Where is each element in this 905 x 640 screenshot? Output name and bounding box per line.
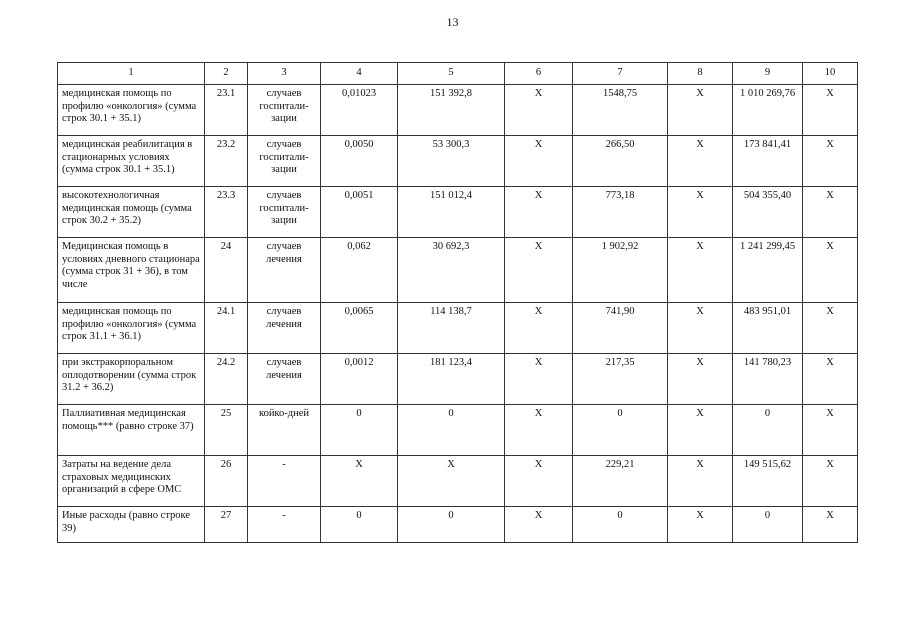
table-cell: случаев госпитали-зации: [248, 187, 321, 238]
table-cell: 0,062: [321, 238, 398, 303]
table-cell: 266,50: [573, 136, 668, 187]
table-cell: X: [505, 85, 573, 136]
table-cell: 0,0012: [321, 354, 398, 405]
table-cell: 53 300,3: [398, 136, 505, 187]
table-cell: 0: [573, 405, 668, 456]
table-cell: X: [668, 187, 733, 238]
column-header: 8: [668, 63, 733, 85]
table-row: [58, 85, 858, 136]
table-cell: случаев госпитали-зации: [248, 85, 321, 136]
table-cell: X: [321, 456, 398, 507]
table-cell: X: [505, 136, 573, 187]
table-cell: 24.1: [205, 303, 248, 354]
row-label-cell: Медицинская помощь в условиях дневного стационара (сумма строк 31 + 36), в том числе: [58, 238, 205, 303]
table-cell: X: [505, 456, 573, 507]
table-cell: X: [803, 136, 858, 187]
table-row: [58, 354, 858, 405]
table-cell: 483 951,01: [733, 303, 803, 354]
column-header: 10: [803, 63, 858, 85]
table-cell: 741,90: [573, 303, 668, 354]
table-row: [58, 187, 858, 238]
table-cell: 0,0051: [321, 187, 398, 238]
table-cell: 30 692,3: [398, 238, 505, 303]
table-cell: 23.1: [205, 85, 248, 136]
table-cell: X: [668, 85, 733, 136]
table-cell: 0: [321, 405, 398, 456]
table-cell: 24.2: [205, 354, 248, 405]
table-cell: 1 241 299,45: [733, 238, 803, 303]
table-cell: X: [803, 238, 858, 303]
table-cell: X: [398, 456, 505, 507]
table-cell: 149 515,62: [733, 456, 803, 507]
table-cell: 1 010 269,76: [733, 85, 803, 136]
table-cell: X: [668, 405, 733, 456]
table-cell: случаев лечения: [248, 303, 321, 354]
column-header: 6: [505, 63, 573, 85]
table-cell: 773,18: [573, 187, 668, 238]
table-cell: 26: [205, 456, 248, 507]
column-header: 7: [573, 63, 668, 85]
table-cell: X: [668, 507, 733, 543]
table-row: [58, 507, 858, 543]
data-table: [57, 62, 858, 543]
table-cell: 23.2: [205, 136, 248, 187]
table-row: [58, 136, 858, 187]
column-header: 2: [205, 63, 248, 85]
table-cell: случаев госпитали-зации: [248, 136, 321, 187]
table-cell: X: [803, 354, 858, 405]
page-number: 13: [446, 15, 459, 29]
table-cell: 0: [733, 405, 803, 456]
table-cell: 1548,75: [573, 85, 668, 136]
table-cell: 151 392,8: [398, 85, 505, 136]
column-header: 5: [398, 63, 505, 85]
table-cell: 0,01023: [321, 85, 398, 136]
row-label-cell: высокотехнологичная медицинская помощь (сумма строк 30.2 + 35.2): [58, 187, 205, 238]
table-row: [58, 456, 858, 507]
table-cell: X: [803, 303, 858, 354]
table-cell: случаев лечения: [248, 238, 321, 303]
row-label-cell: Паллиативная медицинская помощь*** (равно строке 37): [58, 405, 205, 456]
table-cell: случаев лечения: [248, 354, 321, 405]
table-cell: X: [803, 85, 858, 136]
table-cell: 24: [205, 238, 248, 303]
table-cell: -: [248, 456, 321, 507]
column-header: 1: [58, 63, 205, 85]
table-cell: 0,0050: [321, 136, 398, 187]
table-cell: 0: [398, 507, 505, 543]
table-cell: X: [505, 507, 573, 543]
table-cell: 1 902,92: [573, 238, 668, 303]
table-cell: X: [505, 238, 573, 303]
table-cell: 0: [733, 507, 803, 543]
table-cell: 173 841,41: [733, 136, 803, 187]
table-cell: 229,21: [573, 456, 668, 507]
table-cell: 0: [398, 405, 505, 456]
row-label-cell: Иные расходы (равно строке 39): [58, 507, 205, 543]
table-cell: 151 012,4: [398, 187, 505, 238]
table-row: [58, 303, 858, 354]
table-cell: койко-дней: [248, 405, 321, 456]
table-cell: X: [505, 405, 573, 456]
table-cell: X: [668, 354, 733, 405]
table-cell: 217,35: [573, 354, 668, 405]
row-label-cell: медицинская помощь по профилю «онкология» (сумма строк 31.1 + 36.1): [58, 303, 205, 354]
table-cell: 141 780,23: [733, 354, 803, 405]
table-cell: -: [248, 507, 321, 543]
table-cell: X: [668, 303, 733, 354]
table-row: [58, 405, 858, 456]
table-cell: X: [803, 405, 858, 456]
header-row: [58, 63, 858, 85]
table-cell: X: [803, 456, 858, 507]
table-cell: X: [803, 187, 858, 238]
table-cell: 181 123,4: [398, 354, 505, 405]
table-cell: 25: [205, 405, 248, 456]
table-cell: 27: [205, 507, 248, 543]
row-label-cell: медицинская помощь по профилю «онкология» (сумма строк 30.1 + 35.1): [58, 85, 205, 136]
table-cell: X: [505, 354, 573, 405]
row-label-cell: при экстракорпоральном оплодотворении (сумма строк 31.2 + 36.2): [58, 354, 205, 405]
column-header: 4: [321, 63, 398, 85]
column-header: 3: [248, 63, 321, 85]
table-cell: X: [505, 303, 573, 354]
row-label-cell: Затраты на ведение дела страховых медицинских организаций в сфере ОМС: [58, 456, 205, 507]
table-cell: 504 355,40: [733, 187, 803, 238]
table-cell: X: [803, 507, 858, 543]
table-cell: X: [668, 238, 733, 303]
row-label-cell: медицинская реабилитация в стационарных условиях (сумма строк 30.1 + 35.1): [58, 136, 205, 187]
column-header: 9: [733, 63, 803, 85]
table-cell: X: [668, 456, 733, 507]
table-cell: 0,0065: [321, 303, 398, 354]
table-cell: 0: [573, 507, 668, 543]
table-cell: X: [668, 136, 733, 187]
table-cell: X: [505, 187, 573, 238]
table-cell: 23.3: [205, 187, 248, 238]
table-cell: 0: [321, 507, 398, 543]
table-cell: 114 138,7: [398, 303, 505, 354]
table-row: [58, 238, 858, 303]
